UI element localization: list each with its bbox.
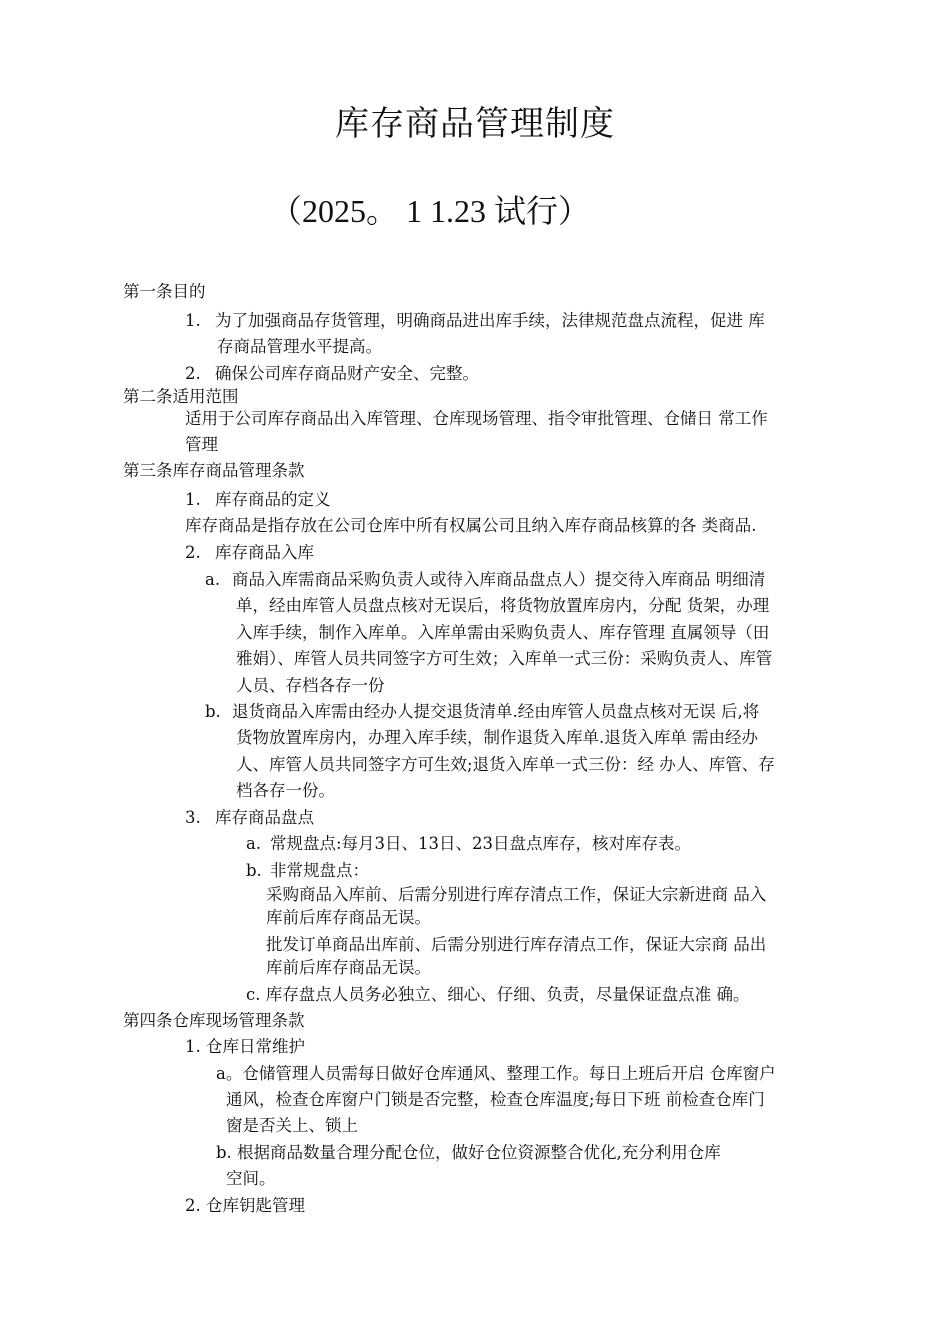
s3-count-b-label: b.	[246, 861, 262, 880]
s2-line-1: 适用于公司库存商品出入库管理、仓库现场管理、指令审批管理、仓储日 常工作	[185, 409, 768, 428]
s3-sub-b-label: b.	[205, 702, 221, 721]
s3-item-1-text: 库存商品是指存放在公司仓库中所有权属公司且纳入库存商品核算的各 类商品.	[185, 516, 757, 535]
s3-item-1-number: 1.	[185, 490, 201, 509]
section-3-heading: 第三条库存商品管理条款	[123, 461, 305, 480]
s3-count-b-para-2-line-2: 库前后库存商品无误。	[266, 958, 431, 977]
s2-line-2: 管理	[185, 435, 218, 454]
s3-sub-a-line-5: 人员、存档各存一份	[236, 676, 385, 695]
s3-count-b-para-2-line-1: 批发订单商品出库前、后需分别进行库存清点工作，保证大宗商 品出	[266, 935, 767, 954]
s3-item-1-title: 库存商品的定义	[215, 490, 331, 509]
s1-item-2-number: 2.	[185, 364, 201, 383]
s3-count-a-label: a.	[246, 834, 262, 853]
s1-item-1-line-1: 为了加强商品存货管理，明确商品进出库手续，法律规范盘点流程，促进 库	[215, 311, 765, 330]
s3-sub-b-line-3: 人、库管人员共同签字方可生效;退货入库单一式三份：经 办人、库管、存	[236, 755, 775, 774]
s4-sub-a-line-1: a。仓储管理人员需每日做好仓库通风、整理工作。每日上班后开启 仓库窗户	[216, 1064, 776, 1083]
section-2-heading: 第二条适用范围	[123, 387, 239, 406]
s3-item-3-title: 库存商品盘点	[215, 808, 314, 827]
s4-sub-b-line-1: b. 根据商品数量合理分配仓位，做好仓位资源整合优化,充分利用仓库	[216, 1143, 721, 1162]
s3-count-c-text: c. 库存盘点人员务必独立、细心、仔细、负责，尽量保证盘点准 确。	[246, 985, 750, 1004]
s3-sub-a-line-4: 雅娟）、库管人员共同签字方可生效；入库单一式三份：采购负责人、库管	[236, 649, 773, 668]
section-4-heading: 第四条仓库现场管理条款	[123, 1011, 305, 1030]
s3-sub-a-line-1: 商品入库需商品采购负责人或待入库商品盘点人）提交待入库商品 明细清	[232, 570, 766, 589]
s1-item-2-text: 确保公司库存商品财产安全、完整。	[215, 364, 479, 383]
s4-item-1: 1. 仓库日常维护	[185, 1037, 305, 1056]
s3-count-a-text: 常规盘点:每月3日、13日、23日盘点库存，核对库存表。	[270, 834, 692, 853]
document-title: 库存商品管理制度	[335, 104, 615, 144]
section-1-heading: 第一条目的	[123, 282, 206, 301]
s1-item-1-line-2: 存商品管理水平提高。	[217, 337, 382, 356]
document-subtitle: （2025。 1 1.23 试行）	[270, 193, 591, 229]
s1-item-1-number: 1.	[185, 311, 201, 330]
s3-sub-a-line-2: 单，经由库管人员盘点核对无误后，将货物放置库房内，分配 货架，办理	[236, 596, 770, 615]
s4-item-2: 2. 仓库钥匙管理	[185, 1196, 305, 1215]
s3-sub-b-line-1: 退货商品入库需由经办人提交退货清单.经由库管人员盘点核对无误 后,将	[232, 702, 760, 721]
s3-item-3-number: 3.	[185, 808, 201, 827]
s3-item-2-title: 库存商品入库	[215, 543, 314, 562]
s4-sub-b-line-2: 空间。	[226, 1169, 276, 1188]
s3-count-b-text: 非常规盘点：	[270, 861, 369, 880]
s4-sub-a-line-3: 窗是否关上、锁上	[226, 1116, 358, 1135]
s4-sub-a-line-2: 通风，检查仓库窗户门锁是否完整，检查仓库温度;每日下班 前检查仓库门	[226, 1090, 765, 1109]
s3-sub-b-line-2: 货物放置库房内，办理入库手续，制作退货入库单.退货入库单 需由经办	[236, 728, 758, 747]
s3-count-b-para-1-line-2: 库前后库存商品无误。	[266, 908, 431, 927]
s3-sub-a-line-3: 入库手续，制作入库单。入库单需由采购负责人、库存管理 直属领导（田	[236, 623, 770, 642]
s3-count-b-para-1-line-1: 采购商品入库前、后需分别进行库存清点工作，保证大宗新进商 品入	[266, 885, 767, 904]
s3-sub-a-label: a.	[205, 570, 221, 589]
s3-sub-b-line-4: 档各存一份。	[236, 781, 335, 800]
s3-item-2-number: 2.	[185, 543, 201, 562]
